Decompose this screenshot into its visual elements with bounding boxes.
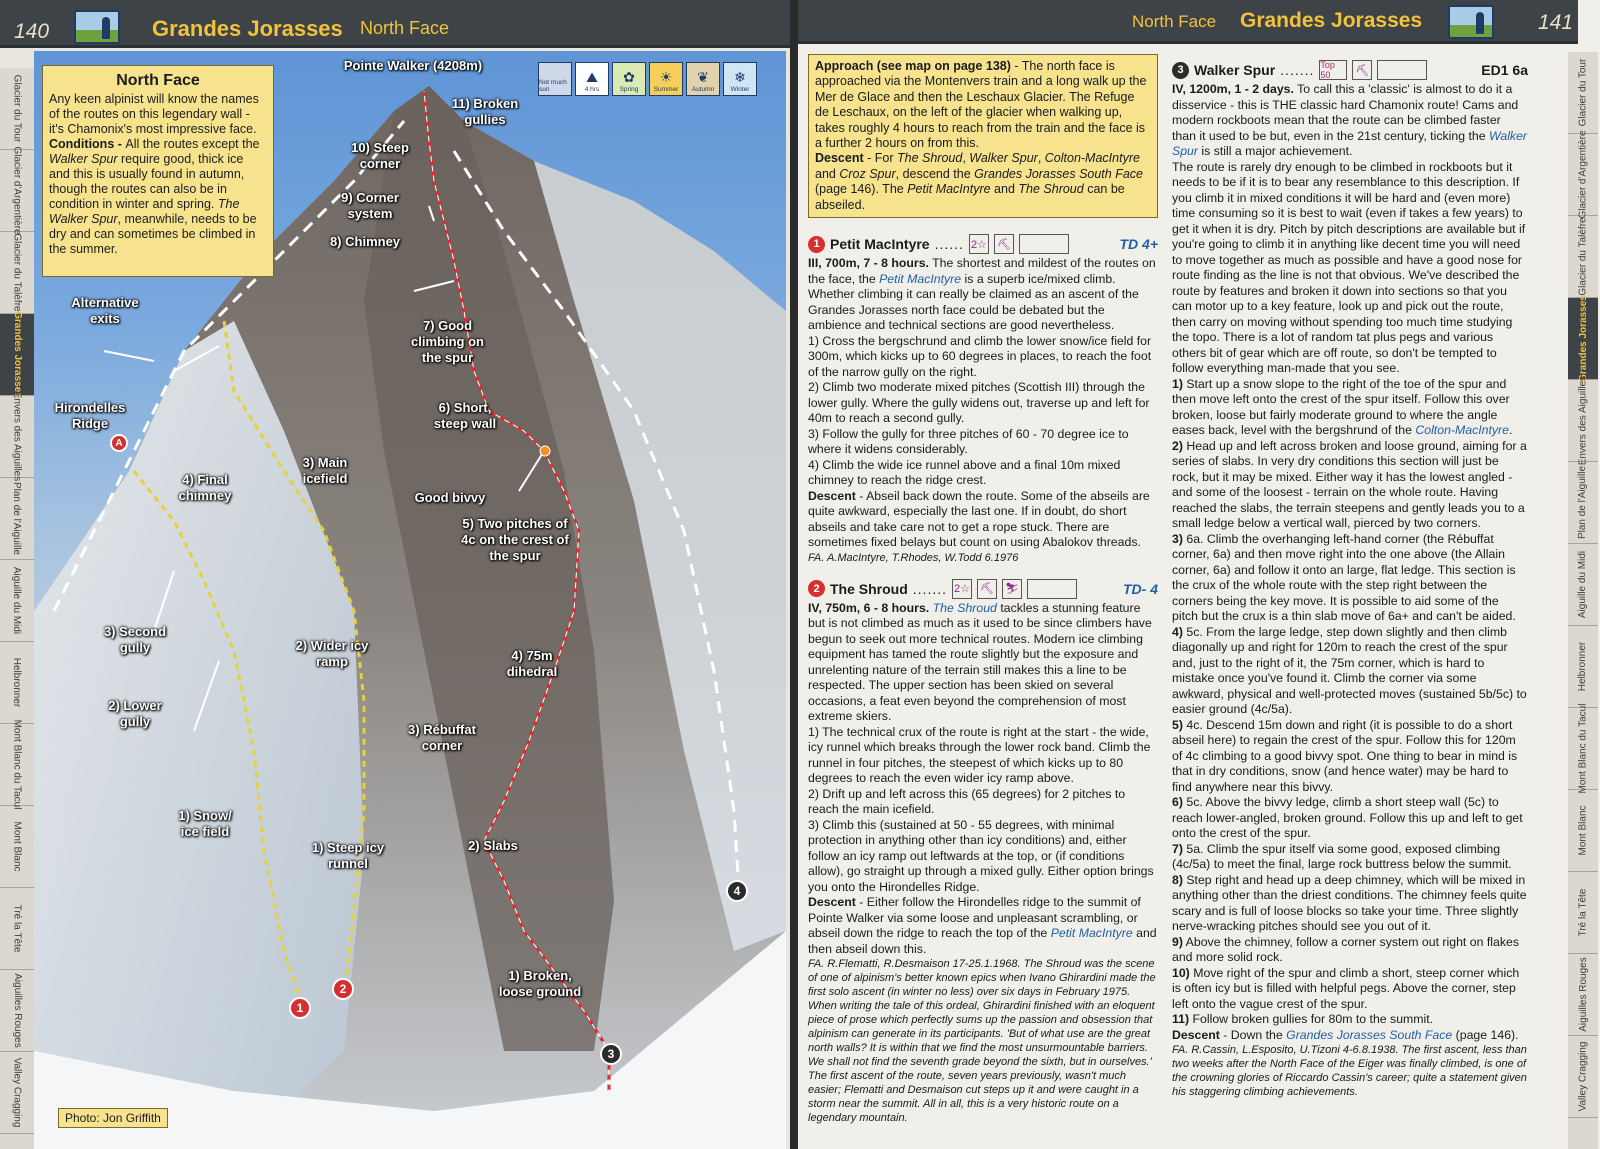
annotation-final-chimney: 4) Final chimney xyxy=(178,472,232,503)
climber-icon: ⛏ xyxy=(1352,60,1372,80)
route-heading xyxy=(1172,60,1528,80)
season-icon-label: Spring xyxy=(619,86,639,93)
conditions-text: require good, thick ice and this is usually found in autumn, though the routes can also be in condition in winter and spring. xyxy=(49,152,245,211)
descent-text: and xyxy=(815,166,840,181)
side-tab-label: Glacier du Talèfre xyxy=(1577,217,1589,296)
descent-text: - Either follow the Hirondelles ridge to the summit of Pointe Walker via some loose and unpleasant scrambling, or abseil down the ridge to reach the top of the xyxy=(808,895,1141,941)
info-box-conditions xyxy=(49,137,267,257)
route-intro: The shortest and mildest of the routes on the face, the xyxy=(808,256,1156,286)
approach-text: - The north face is approached via the Montenvers train and a long walk up the Mer de Glace and then the Leschaux Glacier. The Refuge de Leschaux, on the left of the glacier when walking up, takes roughly 4 hours to reach from the train and the face is a further 2 hours on from this. xyxy=(815,59,1147,151)
autumn-icon xyxy=(686,62,720,96)
route-step: 3) Follow the gully for three pitches of 60 - 70 degree ice to where it widens considerably. xyxy=(808,426,1129,457)
side-tab-label: Valley Cragging xyxy=(11,1057,23,1128)
route-leader-dots: ....... xyxy=(1280,62,1315,78)
annotation-pointe-walker: Pointe Walker (4208m) xyxy=(343,58,483,73)
descent-text: - For xyxy=(863,151,897,166)
side-tab[interactable] xyxy=(1568,216,1598,298)
descent-label: Descent xyxy=(815,151,864,166)
route-step: 2) Climb two moderate mixed pitches (Scottish III) through the lower gully. Where the gully widens out, traverse up and left for 40m to reach a second gully. xyxy=(808,380,1150,426)
approach-box xyxy=(808,54,1158,218)
side-tab[interactable] xyxy=(1568,626,1598,708)
annotation-slabs: 2) Slabs xyxy=(468,838,518,853)
step-number: 10) xyxy=(1172,965,1190,980)
side-tab-label: Glacier d'Argentière xyxy=(1577,130,1589,219)
first-ascent: FA. R.Cassin, L.Esposito, U.Tizoni 4-6.8.1938. The first ascent, less than two weeks after the North Face of the Eiger was finally climbed, is one of the crowning glories of Riccardo Cassin's career; quite a statement given his staggering climbing achievements. xyxy=(1172,1044,1527,1098)
annotation-snow-icefield: 1) Snow/ ice field xyxy=(178,808,232,839)
side-tab-label: Helbronner xyxy=(1577,641,1589,692)
descent-text: - Abseil back down the route. Some of the abseils are quite awkward, especially the last one. If in doubt, do short abseils and take care not to get a rope stuck. There are sometimes fixed belays but count on using Abalokov threads. xyxy=(808,488,1150,550)
route-marker-3[interactable]: 3 xyxy=(600,1043,622,1065)
side-tab-label: Plan de l'Aiguille xyxy=(11,481,23,556)
side-tab[interactable] xyxy=(0,391,34,482)
step-text: 5c. From the large ledge, step down slightly and then climb diagonally up and right for 120m to reach the crest of the spur and, just to the right of it, the 75m corner, which is hard to mistake once you've found it. Climb the corner via some awkward, physical and well-protected moves (sustained 5b/5c) to easier ground (4c/5a). xyxy=(1172,624,1527,716)
side-tab[interactable] xyxy=(0,719,34,810)
walk-time-glyph: ⛰ xyxy=(586,69,598,85)
descent-text: (page 146). xyxy=(1452,1027,1519,1042)
side-tab[interactable] xyxy=(0,806,34,888)
side-tab-label: Mont Blanc du Tacul xyxy=(11,719,23,810)
route-grade: TD 4+ xyxy=(1119,236,1158,253)
side-tab-label: Aiguilles Rouges xyxy=(1577,957,1589,1032)
descent-text: , xyxy=(962,151,970,166)
route-step: 1) The technical crux of the route is right at the start - the wide, icy runnel which breaks through the lower rock band. Climb the runnel in four pitches, the steepest of which kicks up to 80 degrees to reach the even wider icy ramp above. xyxy=(808,724,1151,786)
descent-text: and xyxy=(990,182,1019,197)
season-icon-row xyxy=(538,62,757,96)
step-text: 4c. Descend 15m down and right (it is possible to do a short abseil here) to regain the crest of the spur. Follow this for 120m of 4c climbing to a good bivvy spot. One thing to bear in mind is that in dry conditions, snow (and hence water) may be hard to find anywhere near this bivvy. xyxy=(1172,717,1518,794)
side-tab-label: Mont Blanc xyxy=(1577,805,1589,856)
side-tab-label: Glacier du Tour xyxy=(1577,58,1589,127)
summer-icon xyxy=(649,62,683,96)
annotation-lower-gully: 2) Lower gully xyxy=(108,698,162,729)
spring-icon xyxy=(612,62,646,96)
route-step: 2) Drift up and left across this (65 degrees) for 2 pitches to reach the main icefield. xyxy=(808,786,1126,817)
step-number: 4) xyxy=(1172,624,1183,639)
route-marker-4[interactable]: 4 xyxy=(726,880,748,902)
annotation-wider-ramp: 2) Wider icy ramp xyxy=(295,638,369,669)
route-number-badge: 1 xyxy=(808,236,825,253)
descent-text: (page 146). The xyxy=(815,182,908,197)
text-column-left xyxy=(808,54,1158,1125)
annotation-second-gully: 3) Second gully xyxy=(103,624,167,655)
text-column-right xyxy=(1172,60,1528,1099)
right-page xyxy=(798,0,1600,1149)
star-rating-icon: 2☆ xyxy=(969,234,989,254)
side-tab[interactable] xyxy=(1568,1036,1598,1118)
route-intro: To call this a 'classic' is almost to do it a disservice - this is THE classic hard Chamonix route! Cams and modern rockboots mean that the route can be climbed faster than it used to be but, even in the 21st century, ticking the xyxy=(1172,82,1519,143)
step-text: Head up and left across broken and loose ground, aiming for a series of slabs. In very dry conditions this section will just be rock, but it may be mixed. Either way it has the lowest angled - and some of the loosest - terrain on the whole route. Having reached the slabs, the terrain steepens and gently leads you to a small ledge below a vertical wall, pierced by two corners. xyxy=(1172,438,1527,530)
side-tab[interactable] xyxy=(1568,703,1598,794)
side-tab[interactable] xyxy=(0,642,34,724)
annotation-short-steep-wall: 6) Short, steep wall xyxy=(433,400,497,431)
side-tab[interactable] xyxy=(1568,375,1598,466)
route-link: Colton-MacIntyre xyxy=(1044,151,1140,166)
step-text: Step right and head up a deep chimney, which will be mixed in anything other than the driest conditions. The chimney feels quite scary and is full of loose blocks so take your time. Three slightly nerve-wracking pitches should see you out of it. xyxy=(1172,872,1527,933)
header-title-left: Grandes Jorasses xyxy=(152,16,343,41)
conditions-text: , meanwhile, needs to be dry and can sometimes be climbed in the summer. xyxy=(49,212,257,256)
side-tab[interactable] xyxy=(0,232,34,314)
page-number-left: 140 xyxy=(14,20,50,43)
route-leader-dots: ...... xyxy=(934,236,964,253)
route-summary: III, 700m, 7 - 8 hours. xyxy=(808,256,929,271)
descent-text: can be abseiled. xyxy=(815,182,1125,212)
side-tab-label: Aiguille du Midi xyxy=(1577,550,1589,619)
descent-text: , descend the xyxy=(895,166,975,181)
spring-glyph: ✿ xyxy=(623,69,635,85)
right-page-header xyxy=(798,0,1578,44)
route-grade: ED1 6a xyxy=(1481,62,1528,78)
descent-label: Descent xyxy=(1172,1027,1220,1042)
area-badge-icon xyxy=(74,10,120,44)
step-number: 6) xyxy=(1172,795,1183,809)
annotation-steep-icy-runnel: 1) Steep icy runnel xyxy=(311,840,385,871)
route-intro: is still a major achievement. xyxy=(1197,144,1353,158)
season-icon-label: 4 hrs xyxy=(584,86,600,93)
walker-spur-link: The Walker Spur xyxy=(49,197,240,226)
info-box-paragraph xyxy=(49,92,267,137)
route-link: Croz Spur xyxy=(839,166,896,181)
annotation-broken-gullies: 11) Broken gullies xyxy=(451,96,519,127)
header-subtitle-right: North Face xyxy=(1132,12,1217,31)
sun-limited-icon xyxy=(538,62,572,96)
step-text: Follow broken gullies for 80m to the summit. xyxy=(1189,1012,1434,1026)
step-number: 1) xyxy=(1172,376,1183,391)
tick-box[interactable] xyxy=(1377,60,1427,80)
walk-time-icon xyxy=(575,62,609,96)
season-icon-label: Winter xyxy=(730,86,750,93)
area-badge-icon xyxy=(1448,5,1494,39)
route-step: 1) Cross the bergschrund and climb the lower snow/ice field for 300m, which kicks up to 60 degrees in places, to reach the foot of the narrow gully on the right. xyxy=(808,333,1152,379)
conditions-label: Conditions - xyxy=(49,137,126,151)
step-number: 11) xyxy=(1172,1012,1190,1026)
descent-label: Descent xyxy=(808,895,856,910)
side-tab-label: Aiguille du Midi xyxy=(11,566,23,635)
descent-text: - Down the xyxy=(1219,1027,1287,1042)
season-icon-label: Summer xyxy=(653,86,679,93)
ski-icon: ⛷ xyxy=(1002,579,1022,599)
annotation-two-pitches: 5) Two pitches of 4c on the crest of the spur xyxy=(461,516,569,563)
route-number-badge: 3 xyxy=(1172,62,1189,79)
route-step xyxy=(1172,795,1528,842)
side-tab-label: Grandes Jorasses xyxy=(1577,295,1589,382)
side-tab-label: Mont Blanc xyxy=(11,821,23,872)
photo-credit: Photo: Jon Griffith xyxy=(58,1108,168,1128)
side-tab[interactable] xyxy=(1568,130,1598,219)
route-heading xyxy=(808,234,1158,254)
route-step xyxy=(1172,625,1528,718)
route-step xyxy=(1172,718,1528,796)
route-link: Petit MacIntyre xyxy=(879,271,962,286)
route-link: Colton-MacIntyre xyxy=(1415,423,1509,437)
annotation-good-bivvy: Good bivvy xyxy=(414,490,486,505)
annotation-rebuffat-corner: 3) Rébuffat corner xyxy=(408,722,476,753)
route-step xyxy=(1172,873,1528,935)
route-heading xyxy=(808,579,1158,599)
first-ascent-note: The first ascent of the route, seven years previously, wasn't much easier; Flematti and Desmaison cut steps up it and were caught in a storm near the summit. All in all, this is a very historic route on a legendary mountain. xyxy=(808,1070,1139,1125)
route-step xyxy=(1172,377,1528,439)
side-tab-label: Mont Blanc du Tacul xyxy=(1577,703,1589,794)
route-link: Petit MacIntyre xyxy=(907,182,991,197)
step-number: 3) xyxy=(1172,531,1183,546)
side-tab-label: Glacier du Talèfre xyxy=(11,233,23,312)
left-page-header xyxy=(0,0,790,48)
step-text: Start up a snow slope to the right of the toe of the spur and then move left onto the crest of the spur itself. Follow this over broken, loose but fairly moderate ground to where the angle eases back, level with the bergshrund of the xyxy=(1172,376,1510,437)
annotation-main-icefield: 3) Main icefield xyxy=(302,455,348,486)
header-title-right: Grandes Jorasses xyxy=(1240,9,1423,32)
descent-text: , xyxy=(1037,151,1045,166)
annotation-good-climbing: 7) Good climbing on the spur xyxy=(411,318,484,365)
info-box-title: North Face xyxy=(116,72,200,89)
side-tab[interactable] xyxy=(0,68,34,150)
route-number-badge: 2 xyxy=(808,580,825,597)
side-tab-label: Envers des Aiguilles xyxy=(1577,375,1589,466)
route-link: Grandes Jorasses South Face xyxy=(1286,1027,1453,1042)
side-tab-label: Aiguilles Rouges xyxy=(11,973,23,1048)
side-tab-label: Glacier d'Argentière xyxy=(11,146,23,235)
north-face-info-box xyxy=(42,65,274,277)
step-text: Move right of the spur and climb a short, steep corner which is often icy but is filled with helpful pegs. Above the corner, step left onto the vague crest of the spur. xyxy=(1172,965,1520,1011)
top-50-badge-icon: Top 50 xyxy=(1319,60,1347,80)
side-tab-label: Grandes Jorasses xyxy=(11,311,23,398)
route-paragraph: The route is rarely dry enough to be climbed in rockboots but it needs to be if it is to bear any resemblance to this description. If you climb it in mixed conditions it will be hard and (even more) time consuming so it is best to wait (even if takes a few years) to get it when it is dry. Pitch by pitch descriptions are available but if you're going to climb it in anything like decent time you will need to move together as much as possible and have a good nose for route finding as the line is not that obvious. We've described the route by features and broken it down into sections so that you can motor up to a key feature, look up and pick out the route, then carry on moving without spending too much time studying the topo. There is a lot of random tat plus pegs and various others bit of gear which are off route, so don't be tempted to follow everything man-made that you see. xyxy=(1172,159,1526,375)
season-icon-label: Autumn xyxy=(691,86,715,93)
climber-icon: ⛏ xyxy=(977,579,997,599)
side-tab-active[interactable] xyxy=(1568,295,1598,382)
side-tab[interactable] xyxy=(1568,52,1598,134)
first-ascent: FA. A.MacIntyre, T.Rhodes, W.Todd 6.1976 xyxy=(808,551,1019,564)
route-marker-a[interactable]: A xyxy=(110,434,128,452)
summer-glyph: ☀ xyxy=(659,69,673,85)
route-step: 3) Climb this (sustained at 50 - 55 degrees, with minimal protection in anything other than icy conditions) and, either follow an icy ramp out leftwards at the top, or (if conditions allow), go straight up through a mixed gully. Either option brings you onto the Hirondelles Ridge. xyxy=(808,817,1154,894)
route-intro: is a superb ice/mixed climb. Whether climbing it can really be claimed as an ascent of the Grandes Jorasses north face could be debated but the ambience and technical sections are good nevertheless. xyxy=(808,271,1139,333)
side-tab-label: Envers des Aiguilles xyxy=(11,391,23,482)
route-grade: TD- 4 xyxy=(1123,580,1158,597)
side-tab[interactable] xyxy=(0,560,34,642)
route-link: The Shroud xyxy=(896,151,963,166)
annotation-75m-dihedral: 4) 75m dihedral xyxy=(506,648,558,679)
route-description xyxy=(808,256,1158,565)
route-description xyxy=(808,601,1158,1126)
descent-text: and then abseil down this. xyxy=(808,926,1157,956)
winter-icon xyxy=(723,62,757,96)
route-step xyxy=(1172,842,1528,873)
step-number: 5) xyxy=(1172,717,1183,732)
route-description xyxy=(1172,82,1528,1099)
annotation-alternative-exits: Alternative exits xyxy=(71,295,139,326)
star-rating-icon: 2☆ xyxy=(952,579,972,599)
tick-box[interactable] xyxy=(1019,234,1069,254)
annotation-steep-corner: 10) Steep corner xyxy=(351,140,409,171)
step-text: . xyxy=(1509,423,1513,437)
side-tab-label: Glacier du Tour xyxy=(11,74,23,143)
winter-glyph: ❄ xyxy=(734,69,746,85)
route-step xyxy=(1172,966,1528,1013)
side-tab[interactable] xyxy=(1568,544,1598,626)
first-ascent: FA. R.Flematti, R.Desmaison 17-25.1.1968. The Shroud was the scene of one of alpinism's better known epics when Ivano Ghirardini made the first solo ascent (in winter no less) over six days in February 1975. When writing the tale of this ordeal, Ghirardini finished with an eloquent piece of prose which perfectly sums up the passion and obsession that alpinism can generate in its participants. 'But of what use are the great north walls? It is within that we find the most unsurmountable barriers. We shall not find the seventh grade beyond the sixth, but in ourselves.' xyxy=(808,958,1156,1069)
side-tab[interactable] xyxy=(1568,790,1598,872)
side-tab[interactable] xyxy=(1568,872,1598,954)
route-link: Walker Spur xyxy=(1172,128,1528,158)
climber-icon: ⛏ xyxy=(994,234,1014,254)
annotation-corner-system: 9) Corner system xyxy=(341,190,399,221)
autumn-glyph: ❦ xyxy=(697,69,709,85)
route-step xyxy=(1172,532,1528,625)
side-tab[interactable] xyxy=(0,478,34,560)
route-link: Walker Spur xyxy=(969,151,1038,166)
info-intro-text: Any keen alpinist will know the names of the routes on this legendary wall - it's Chamonix's most impressive face. xyxy=(49,92,259,136)
route-step: 4) Climb the wide ice runnel above and a final 10m mixed chimney to reach the ridge crest. xyxy=(808,457,1121,488)
tick-box[interactable] xyxy=(1027,579,1077,599)
header-subtitle-left: North Face xyxy=(360,18,450,38)
route-name: The Shroud xyxy=(830,580,908,597)
page-number-right: 141 xyxy=(1538,11,1574,34)
route-step xyxy=(1172,439,1528,532)
side-tab-label: Tré la Tête xyxy=(11,904,23,953)
approach-label: Approach (see map on page 138) xyxy=(815,59,1011,73)
season-icon-label: Not much sun xyxy=(539,79,567,93)
descent-label: Descent xyxy=(808,488,856,503)
side-tab-label: Valley Cragging xyxy=(1577,1041,1589,1112)
route-intro: tackles a stunning feature but is not climbed as much as it used to be since climbers have begun to seek out more technical routes. Modern ice climbing equipment has tamed the route slightly but the exposure and unrelenting nature of the terrain still makes this a line to be respected. The upper section has been skied on several occasions, a feat even beyond the comprehension of most extreme skiers. xyxy=(808,600,1152,724)
step-number: 9) xyxy=(1172,934,1183,949)
side-tab[interactable] xyxy=(0,146,34,235)
side-tab[interactable] xyxy=(1568,462,1598,544)
step-text: Above the chimney, follow a corner system out right on flakes and more solid rock. xyxy=(1172,934,1519,964)
step-text: 6a. Climb the overhanging left-hand corner (the Rébuffat corner, 6a) and then move right into the one above (the Allain corner, 6a) and follow it onto an large, flat ledge. This section is the crux of the whole route with the step right between the corners being the key move. It is possible to aid some of the pitch but the crux is a thin slab move of 6a+ and can't be aided. xyxy=(1172,531,1516,623)
route-marker-1[interactable]: 1 xyxy=(289,997,311,1019)
side-tab-label: Helbronner xyxy=(11,657,23,708)
step-number: 8) xyxy=(1172,872,1183,887)
side-tab-label: Tré la Tête xyxy=(1577,888,1589,937)
route-name: Walker Spur xyxy=(1194,62,1276,78)
side-tabs-left xyxy=(0,68,34,1149)
annotation-chimney: 8) Chimney xyxy=(329,234,401,249)
conditions-text: All the routes except the xyxy=(125,137,260,151)
route-step xyxy=(1172,1012,1528,1028)
route-link: Grandes Jorasses South Face xyxy=(974,166,1143,181)
route-link: The Shroud xyxy=(932,600,997,615)
step-text: 5c. Above the bivvy ledge, climb a short steep wall (5c) to reach lower-angled, broken ground. Follow this up and left to get onto the crest of the spur. xyxy=(1172,795,1523,840)
step-text: 5a. Climb the spur itself via some good, exposed climbing (4c/5a) to meet the final, large rock buttress below the summit. xyxy=(1172,841,1512,871)
side-tab[interactable] xyxy=(0,888,34,970)
route-name: Petit MacIntyre xyxy=(830,236,930,253)
route-link: Petit MacIntyre xyxy=(1050,926,1133,941)
side-tab-active[interactable] xyxy=(0,311,34,398)
side-tab-label: Plan de l'Aiguille xyxy=(1577,465,1589,540)
step-number: 7) xyxy=(1172,841,1183,856)
side-tab[interactable] xyxy=(1568,954,1598,1036)
route-link: The Shroud xyxy=(1018,182,1084,197)
route-marker-2[interactable]: 2 xyxy=(332,978,354,1000)
annotation-broken-loose-ground: 1) Broken, loose ground xyxy=(498,968,582,999)
annotation-hirondelles-ridge: Hirondelles Ridge xyxy=(54,400,126,431)
side-tab[interactable] xyxy=(0,1052,34,1134)
route-leader-dots: ....... xyxy=(912,580,948,597)
route-summary: IV, 1200m, 1 - 2 days. xyxy=(1172,82,1294,96)
side-tabs-right xyxy=(1568,52,1598,1149)
step-number: 2) xyxy=(1172,438,1183,453)
side-tab[interactable] xyxy=(0,970,34,1052)
left-page xyxy=(0,0,790,1149)
route-summary: IV, 750m, 6 - 8 hours. xyxy=(808,600,930,615)
walker-spur-link: Walker Spur xyxy=(49,152,118,166)
route-step xyxy=(1172,935,1528,966)
